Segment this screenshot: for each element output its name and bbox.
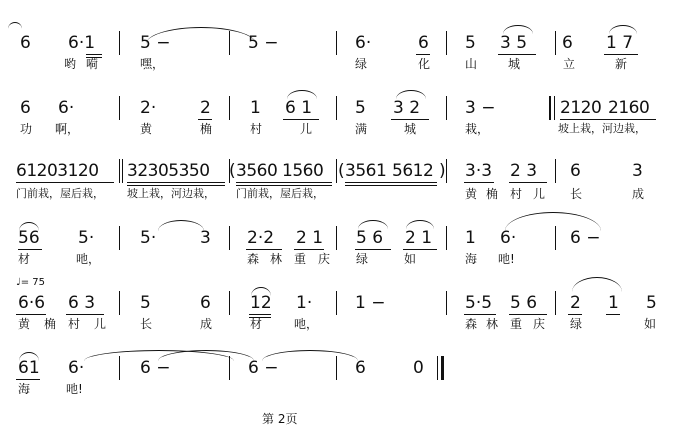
note: 6·	[355, 33, 372, 53]
score-line-3	[0, 155, 674, 215]
score-line-6	[0, 350, 674, 410]
note: 6	[355, 358, 366, 378]
barline	[336, 356, 337, 380]
lyric: 如	[404, 252, 417, 266]
note: 5 6	[510, 293, 538, 313]
barline	[119, 291, 120, 315]
note: 5 −	[140, 33, 171, 53]
note: 2 1	[296, 228, 324, 248]
note: 1 7	[606, 33, 634, 53]
note: 6·6	[18, 293, 46, 313]
note: 6 −	[140, 358, 171, 378]
lyric: 功	[20, 122, 33, 136]
lyric: 儿	[533, 187, 546, 201]
note: 3 −	[465, 98, 496, 118]
note: 5 6	[356, 228, 384, 248]
note: (	[338, 161, 345, 181]
lyric: 坡上栽，河边栽，	[127, 187, 215, 200]
barline	[119, 356, 120, 380]
barline	[555, 291, 556, 315]
note: 5	[465, 33, 476, 53]
note: 6 3	[68, 293, 96, 313]
lyric: 黄	[18, 317, 31, 331]
lyric: 城	[508, 57, 521, 71]
lyric: 吔!	[498, 252, 515, 266]
note: 6·	[68, 358, 85, 378]
note: 2·	[140, 98, 157, 118]
lyric: 山	[465, 57, 478, 71]
note: 5	[355, 98, 366, 118]
lyric: 黄	[140, 122, 153, 136]
lyric: 吔!	[66, 382, 83, 396]
lyric: 城	[404, 122, 417, 136]
note: 32305350	[127, 161, 210, 181]
lyric: 坡上栽，河边栽，	[558, 122, 646, 135]
note: 0	[413, 358, 424, 378]
lyric: 哟	[64, 57, 77, 71]
barline	[446, 226, 447, 250]
lyric: 门前栽，屋后栽，	[236, 187, 324, 200]
lyric: 成	[632, 187, 645, 201]
lyric: 绿	[355, 57, 368, 71]
barline	[119, 159, 120, 183]
barline	[336, 159, 337, 183]
barline-repeat	[549, 96, 551, 120]
note: 3 5	[500, 33, 528, 53]
note: 5	[140, 293, 151, 313]
note: 3	[200, 228, 211, 248]
barline	[229, 96, 230, 120]
barline	[554, 96, 555, 120]
note: 56	[18, 228, 40, 248]
note: 1560	[282, 161, 324, 181]
page-number: 第 2页	[262, 412, 298, 426]
lyric: 村	[510, 187, 523, 201]
lyric: 材	[250, 317, 263, 331]
note: (	[229, 161, 236, 181]
lyric: 吔，	[294, 317, 319, 331]
lyric: 立	[563, 57, 576, 71]
note: 6	[570, 161, 581, 181]
note: 6	[418, 33, 429, 53]
note: 5612	[392, 161, 434, 181]
barline	[336, 31, 337, 55]
lyric: 森	[465, 317, 478, 331]
note: 5 −	[248, 33, 279, 53]
note: )	[439, 161, 446, 181]
lyric: 成	[200, 317, 213, 331]
lyric: 吔，	[76, 252, 101, 266]
note: 1	[465, 228, 476, 248]
note: 3 2	[393, 98, 421, 118]
barline	[336, 96, 337, 120]
lyric: 儿	[300, 122, 313, 136]
note: 6 −	[570, 228, 601, 248]
note: 6	[20, 33, 31, 53]
lyric: 长	[570, 187, 583, 201]
note: 6·	[500, 228, 517, 248]
lyric: 长	[140, 317, 153, 331]
lyric: 桷	[486, 187, 499, 201]
lyric: 村	[250, 122, 263, 136]
score-line-5	[0, 285, 674, 345]
note: 2160	[608, 98, 650, 118]
lyric: 重	[510, 317, 523, 331]
lyric: 黄	[465, 187, 478, 201]
lyric: 海	[18, 382, 31, 396]
note: 3561	[345, 161, 387, 181]
lyric: 嗬	[86, 57, 99, 71]
note: 2	[570, 293, 581, 313]
lyric: 庆	[533, 317, 546, 331]
note: 5·5	[465, 293, 493, 313]
lyric: 桷	[44, 317, 57, 331]
lyric: 重	[294, 252, 307, 266]
lyric: 森	[247, 252, 260, 266]
barline	[555, 159, 556, 183]
note: 1 −	[355, 293, 386, 313]
barline	[446, 291, 447, 315]
note: 2 3	[510, 161, 538, 181]
barline	[229, 31, 230, 55]
note: 2	[200, 98, 211, 118]
lyric: 庆	[318, 252, 331, 266]
note: 2 1	[405, 228, 433, 248]
lyric: 绿	[570, 317, 583, 331]
score-line-4	[0, 220, 674, 280]
lyric: 村	[68, 317, 81, 331]
note: 6·1	[68, 33, 96, 53]
note: 3	[632, 161, 643, 181]
lyric: 门前栽，屋后栽，	[16, 187, 104, 200]
barline	[122, 159, 123, 183]
barline	[229, 291, 230, 315]
lyric: 林	[270, 252, 283, 266]
barline	[555, 31, 556, 55]
lyric: 海	[465, 252, 478, 266]
barline	[336, 226, 337, 250]
barline	[446, 31, 447, 55]
note: 3·3	[465, 161, 493, 181]
note: 61203120	[16, 161, 99, 181]
note: 1	[608, 293, 619, 313]
note: 2120	[560, 98, 602, 118]
note: 1	[250, 98, 261, 118]
score-line-2	[0, 90, 674, 150]
note: 6	[562, 33, 573, 53]
lyric: 啊，	[55, 122, 80, 136]
lyric: 嘿，	[140, 57, 165, 71]
note: 5	[646, 293, 657, 313]
barline	[119, 31, 120, 55]
barline	[446, 96, 447, 120]
note: 6 −	[248, 358, 279, 378]
lyric: 栽，	[465, 122, 490, 136]
lyric: 林	[486, 317, 499, 331]
note: 1·	[296, 293, 313, 313]
lyric: 如	[644, 317, 657, 331]
lyric: 材	[18, 252, 31, 266]
barline-final-thick	[441, 356, 444, 380]
lyric: 新	[615, 57, 628, 71]
lyric: 桷	[200, 122, 213, 136]
note: 5·	[78, 228, 95, 248]
barline	[229, 356, 230, 380]
lyric: 满	[355, 122, 368, 136]
barline	[119, 226, 120, 250]
barline	[119, 96, 120, 120]
note: 6	[20, 98, 31, 118]
note: 12	[250, 293, 272, 313]
barline-final-thin	[437, 356, 438, 380]
score-line-1	[0, 25, 674, 85]
note: 6·	[58, 98, 75, 118]
barline	[555, 226, 556, 250]
tempo-mark: ♩= 75	[16, 277, 45, 288]
slur-continuation	[8, 22, 22, 29]
note: 6 1	[285, 98, 313, 118]
note: 2·2	[247, 228, 275, 248]
lyric: 绿	[356, 252, 369, 266]
note: 6	[200, 293, 211, 313]
barline	[336, 291, 337, 315]
note: 3560	[236, 161, 278, 181]
note: 5·	[140, 228, 157, 248]
note: 61	[18, 358, 40, 378]
lyric: 儿	[94, 317, 107, 331]
barline	[229, 226, 230, 250]
barline	[446, 159, 447, 183]
lyric: 化	[418, 57, 431, 71]
